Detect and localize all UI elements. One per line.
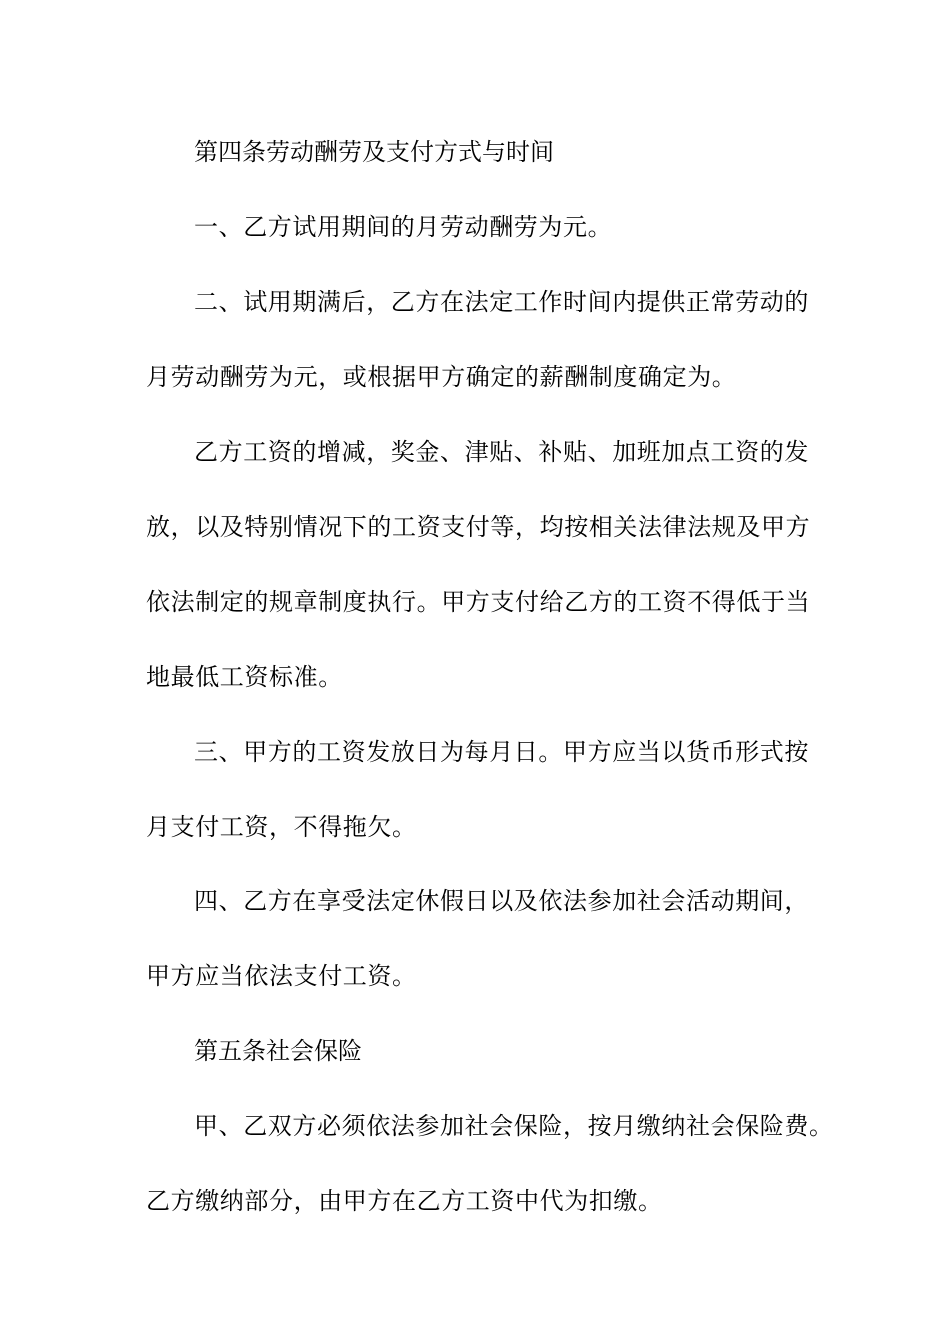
paragraph-line: 放，以及特别情况下的工资支付等，均按相关法律法规及甲方: [146, 513, 811, 541]
paragraph-line: 甲方应当依法支付工资。: [146, 962, 417, 990]
article-heading-4: 第四条劳动酬劳及支付方式与时间: [194, 138, 554, 166]
paragraph-line: 地最低工资标准。: [146, 663, 343, 691]
paragraph-line: 乙方缴纳部分，由甲方在乙方工资中代为扣缴。: [146, 1187, 663, 1215]
article-heading-5: 第五条社会保险: [194, 1037, 362, 1065]
paragraph-line: 四、乙方在享受法定休假日以及依法参加社会活动期间，: [194, 887, 809, 915]
paragraph-line: 乙方工资的增减，奖金、津贴、补贴、加班加点工资的发: [194, 438, 809, 466]
paragraph-line: 二、试用期满后，乙方在法定工作时间内提供正常劳动的: [194, 288, 809, 316]
paragraph-line: 甲、乙双方必须依法参加社会保险，按月缴纳社会保险费。: [194, 1112, 834, 1140]
paragraph-line: 依法制定的规章制度执行。甲方支付给乙方的工资不得低于当: [146, 588, 811, 616]
paragraph-line: 月支付工资，不得拖欠。: [146, 813, 417, 841]
paragraph-line: 三、甲方的工资发放日为每月日。甲方应当以货币形式按: [194, 738, 809, 766]
paragraph-line: 一、乙方试用期间的月劳动酬劳为元。: [194, 213, 613, 241]
paragraph-line: 月劳动酬劳为元，或根据甲方确定的薪酬制度确定为。: [146, 363, 737, 391]
